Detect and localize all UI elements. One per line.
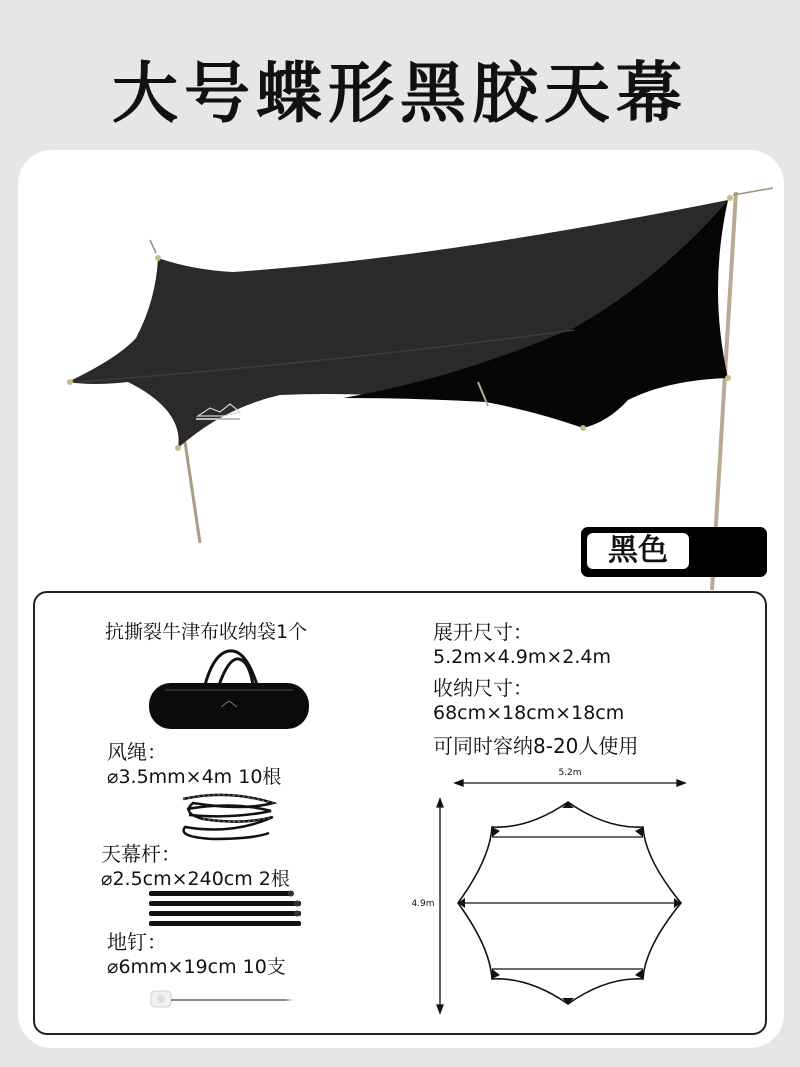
- stake-spec: ⌀6mm×19cm 10支: [107, 956, 286, 978]
- color-tag-label: 黑色: [587, 533, 689, 569]
- guy-rope-image: [173, 789, 283, 843]
- page-title: 大号蝶形黑胶天幕: [112, 55, 688, 132]
- height-label: 4.9m: [411, 899, 435, 909]
- tent-poles-image: [145, 889, 305, 931]
- color-tag: [581, 527, 767, 577]
- width-label: 5.2m: [558, 768, 582, 778]
- tarp-dimension-diagram: [403, 765, 703, 1017]
- ground-stake-image: [145, 985, 295, 1015]
- pole-spec: ⌀2.5cm×240cm 2根: [101, 868, 290, 890]
- rope-spec: ⌀3.5mm×4m 10根: [107, 766, 282, 788]
- rope-label: 风绳：: [107, 740, 167, 764]
- storage-bag-image: [145, 645, 313, 735]
- pole-label: 天幕杆：: [101, 842, 181, 866]
- open-size-label: 展开尺寸：: [433, 620, 533, 644]
- stake-label: 地钉：: [107, 930, 167, 954]
- bag-text: 抗撕裂牛津布收纳袋1个: [105, 621, 308, 643]
- open-size-value: 5.2m×4.9m×2.4m: [433, 646, 612, 668]
- capacity-text: 可同时容纳8-20人使用: [433, 734, 639, 758]
- spec-panel: [33, 591, 767, 1035]
- pack-size-label: 收纳尺寸：: [433, 676, 533, 700]
- product-card: [18, 150, 784, 1048]
- pack-size-value: 68cm×18cm×18cm: [433, 702, 625, 724]
